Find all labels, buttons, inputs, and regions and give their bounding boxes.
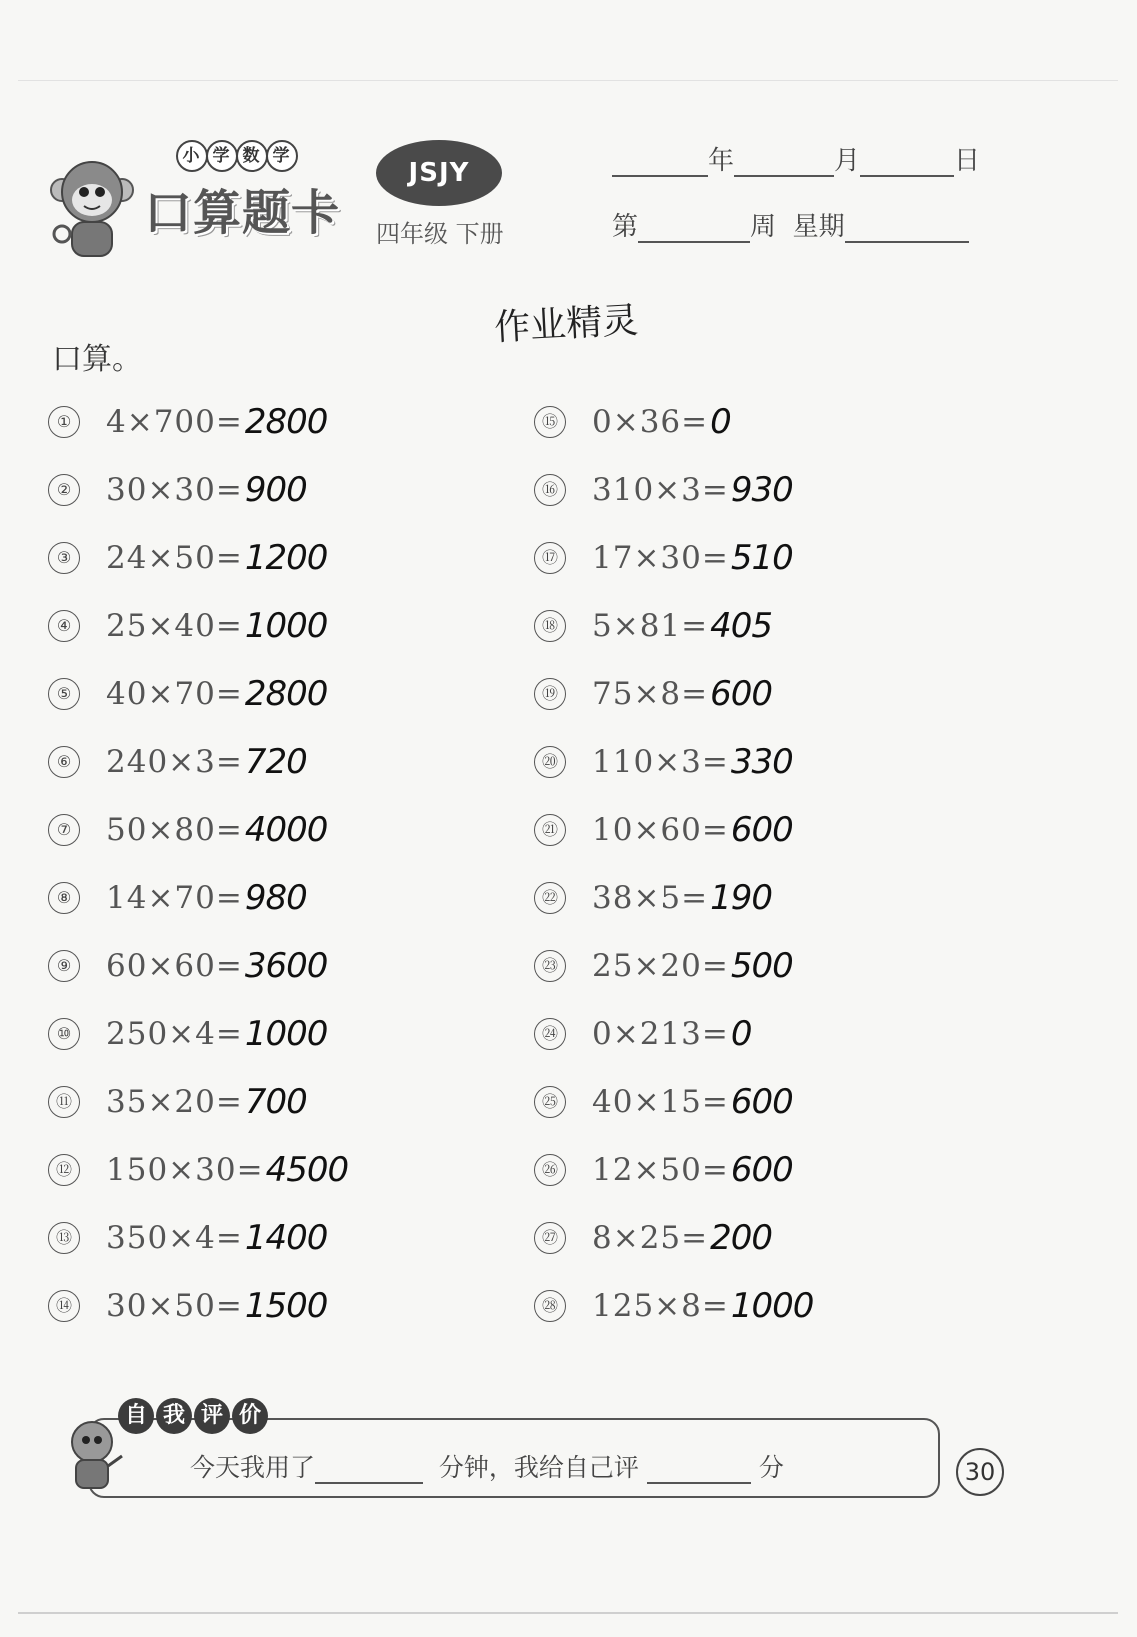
minutes-blank bbox=[315, 1458, 423, 1484]
problem-number: ⑰ bbox=[534, 542, 566, 574]
problem-expression: 25×40= bbox=[106, 608, 243, 644]
problem-number: ㉒ bbox=[534, 882, 566, 914]
problem-answer: 0 bbox=[710, 402, 731, 442]
eval-text-part: 分钟，我给自己评 bbox=[438, 1453, 639, 1482]
problem-number: ㉓ bbox=[534, 950, 566, 982]
problem-number: ⑩ bbox=[48, 1018, 80, 1050]
eval-title-char: 评 bbox=[194, 1398, 230, 1434]
problem-number: ㉑ bbox=[534, 814, 566, 846]
problem-expression: 12×50= bbox=[592, 1152, 729, 1188]
problem-answer: 900 bbox=[244, 470, 307, 510]
problem-number: ⑫ bbox=[48, 1154, 80, 1186]
problem-number: ⑲ bbox=[534, 678, 566, 710]
brand-header bbox=[48, 132, 368, 262]
week-prefix: 第 bbox=[612, 212, 639, 242]
publisher-badge: JSJY bbox=[376, 140, 502, 206]
problem-answer: 330 bbox=[730, 742, 793, 782]
problem-expression: 0×36= bbox=[592, 404, 709, 440]
problem-expression: 5×81= bbox=[592, 608, 709, 644]
problem-item bbox=[534, 1204, 813, 1272]
series-char: 小 bbox=[176, 140, 208, 172]
problem-number: ⑮ bbox=[534, 406, 566, 438]
problem-answer: 600 bbox=[710, 674, 773, 714]
problem-expression: 30×30= bbox=[106, 472, 243, 508]
problem-expression: 4×700= bbox=[106, 404, 243, 440]
brand-title: 口算题卡 bbox=[144, 185, 341, 241]
week-label: 周 bbox=[750, 212, 777, 242]
self-eval-text bbox=[190, 1448, 784, 1484]
problem-number: ③ bbox=[48, 542, 80, 574]
problem-expression: 60×60= bbox=[106, 948, 243, 984]
problem-expression: 30×50= bbox=[106, 1288, 243, 1324]
problem-expression: 24×50= bbox=[106, 540, 243, 576]
problem-answer: 4000 bbox=[244, 810, 328, 850]
problem-item bbox=[534, 388, 813, 456]
problem-item bbox=[534, 1272, 813, 1340]
series-char: 学 bbox=[266, 140, 298, 172]
problem-item bbox=[534, 932, 813, 1000]
problem-expression: 38×5= bbox=[592, 880, 709, 916]
problem-expression: 8×25= bbox=[592, 1220, 709, 1256]
problem-item bbox=[48, 864, 348, 932]
eval-text-part: 分 bbox=[758, 1453, 784, 1482]
problems-right-column bbox=[534, 388, 813, 1340]
problem-item bbox=[48, 456, 348, 524]
problem-answer: 190 bbox=[710, 878, 773, 918]
problem-item bbox=[48, 728, 348, 796]
monkey-mascot-icon bbox=[48, 152, 136, 260]
handwritten-signature: 作业精灵 bbox=[493, 300, 640, 349]
problem-item bbox=[48, 592, 348, 660]
weekday-blank bbox=[845, 213, 969, 243]
problem-answer: 720 bbox=[244, 742, 307, 782]
problem-item bbox=[48, 1136, 348, 1204]
week-row bbox=[612, 206, 969, 243]
problem-item bbox=[534, 1136, 813, 1204]
problem-answer: 980 bbox=[244, 878, 307, 918]
series-char: 学 bbox=[206, 140, 238, 172]
eval-title-char: 我 bbox=[156, 1398, 192, 1434]
month-blank bbox=[734, 147, 834, 177]
problem-number: ① bbox=[48, 406, 80, 438]
series-char: 数 bbox=[236, 140, 268, 172]
problem-item bbox=[48, 1068, 348, 1136]
day-label: 日 bbox=[954, 146, 981, 176]
problem-item bbox=[48, 1000, 348, 1068]
problem-item bbox=[534, 1000, 813, 1068]
problem-answer: 510 bbox=[730, 538, 793, 578]
problem-number: ㉕ bbox=[534, 1086, 566, 1118]
problem-item bbox=[534, 592, 813, 660]
score-blank bbox=[647, 1458, 751, 1484]
problem-item bbox=[534, 864, 813, 932]
problem-item bbox=[534, 456, 813, 524]
problem-item bbox=[534, 1068, 813, 1136]
problem-answer: 2800 bbox=[244, 402, 328, 442]
self-eval-title bbox=[118, 1398, 268, 1434]
problem-expression: 35×20= bbox=[106, 1084, 243, 1120]
problem-answer: 930 bbox=[730, 470, 793, 510]
problem-answer: 1200 bbox=[244, 538, 328, 578]
problem-expression: 40×15= bbox=[592, 1084, 729, 1120]
problem-number: ㉘ bbox=[534, 1290, 566, 1322]
problem-item bbox=[48, 932, 348, 1000]
problem-item bbox=[534, 796, 813, 864]
problem-number: ㉖ bbox=[534, 1154, 566, 1186]
problem-expression: 25×20= bbox=[592, 948, 729, 984]
problem-number: ② bbox=[48, 474, 80, 506]
problem-expression: 310×3= bbox=[592, 472, 729, 508]
problem-number: ㉗ bbox=[534, 1222, 566, 1254]
problem-expression: 125×8= bbox=[592, 1288, 729, 1324]
problem-answer: 4500 bbox=[265, 1150, 349, 1190]
eval-title-char: 自 bbox=[118, 1398, 154, 1434]
problem-expression: 240×3= bbox=[106, 744, 243, 780]
problem-number: ⑪ bbox=[48, 1086, 80, 1118]
problems-left-column bbox=[48, 388, 348, 1340]
problem-expression: 0×213= bbox=[592, 1016, 729, 1052]
problem-number: ⑱ bbox=[534, 610, 566, 642]
problem-number: ⑨ bbox=[48, 950, 80, 982]
problem-item bbox=[48, 796, 348, 864]
problem-answer: 600 bbox=[730, 1150, 793, 1190]
problem-answer: 405 bbox=[710, 606, 773, 646]
problem-answer: 1000 bbox=[730, 1286, 814, 1326]
problem-number: ④ bbox=[48, 610, 80, 642]
page-number: 30 bbox=[956, 1448, 1004, 1496]
problem-item bbox=[48, 388, 348, 456]
year-blank bbox=[612, 147, 708, 177]
problem-number: ⑳ bbox=[534, 746, 566, 778]
problem-expression: 350×4= bbox=[106, 1220, 243, 1256]
problem-answer: 500 bbox=[730, 946, 793, 986]
problem-answer: 3600 bbox=[244, 946, 328, 986]
problem-answer: 1500 bbox=[244, 1286, 328, 1326]
problem-answer: 1400 bbox=[244, 1218, 328, 1258]
problem-item bbox=[534, 524, 813, 592]
bottom-rule bbox=[18, 1612, 1118, 1614]
problem-item bbox=[48, 660, 348, 728]
problem-answer: 1000 bbox=[244, 606, 328, 646]
problem-answer: 700 bbox=[244, 1082, 307, 1122]
problem-item bbox=[534, 660, 813, 728]
month-label: 月 bbox=[834, 146, 861, 176]
problem-number: ㉔ bbox=[534, 1018, 566, 1050]
section-label: 口算。 bbox=[52, 342, 142, 377]
problem-expression: 17×30= bbox=[592, 540, 729, 576]
grade-label: 四年级 下册 bbox=[376, 220, 504, 248]
problem-expression: 150×30= bbox=[106, 1152, 264, 1188]
problem-answer: 1000 bbox=[244, 1014, 328, 1054]
problem-item bbox=[534, 728, 813, 796]
problem-number: ⑤ bbox=[48, 678, 80, 710]
problem-expression: 110×3= bbox=[592, 744, 729, 780]
problem-expression: 50×80= bbox=[106, 812, 243, 848]
problem-expression: 40×70= bbox=[106, 676, 243, 712]
eval-text-part: 今天我用了 bbox=[190, 1453, 316, 1482]
problem-expression: 14×70= bbox=[106, 880, 243, 916]
problem-expression: 250×4= bbox=[106, 1016, 243, 1052]
problem-item bbox=[48, 1204, 348, 1272]
problem-answer: 600 bbox=[730, 1082, 793, 1122]
problem-number: ⑥ bbox=[48, 746, 80, 778]
problem-number: ⑯ bbox=[534, 474, 566, 506]
problem-number: ⑬ bbox=[48, 1222, 80, 1254]
problem-answer: 200 bbox=[710, 1218, 773, 1258]
problem-expression: 10×60= bbox=[592, 812, 729, 848]
problem-expression: 75×8= bbox=[592, 676, 709, 712]
problem-item bbox=[48, 1272, 348, 1340]
date-row bbox=[612, 140, 980, 177]
day-blank bbox=[860, 147, 954, 177]
brand-series bbox=[176, 140, 296, 172]
problem-item bbox=[48, 524, 348, 592]
eval-title-char: 价 bbox=[232, 1398, 268, 1434]
problem-number: ⑧ bbox=[48, 882, 80, 914]
problem-number: ⑦ bbox=[48, 814, 80, 846]
problem-answer: 2800 bbox=[244, 674, 328, 714]
problem-answer: 0 bbox=[730, 1014, 752, 1054]
year-label: 年 bbox=[708, 146, 735, 176]
problem-answer: 600 bbox=[730, 810, 793, 850]
problem-number: ⑭ bbox=[48, 1290, 80, 1322]
weekday-label: 星期 bbox=[792, 212, 845, 242]
week-blank bbox=[638, 213, 750, 243]
